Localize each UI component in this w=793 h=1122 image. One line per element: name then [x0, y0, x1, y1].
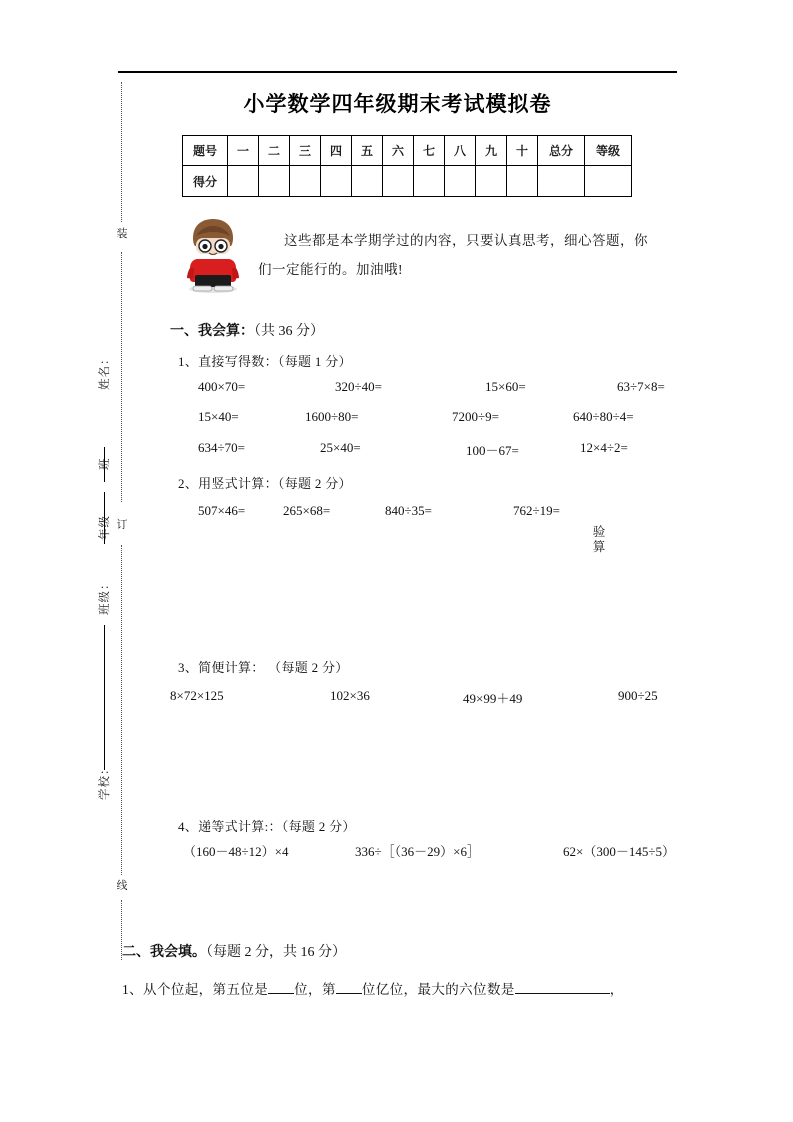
score-cell[interactable] — [228, 166, 259, 197]
problem: 634÷70= — [198, 440, 245, 455]
problem: 15×40= — [198, 409, 239, 424]
score-cell[interactable] — [321, 166, 352, 197]
greeting-line-2: 们一定能行的。加油哦! — [258, 262, 403, 277]
section-1-title: 一、我会算： — [170, 323, 254, 339]
problem: 25×40= — [320, 440, 361, 455]
score-cell[interactable] — [476, 166, 507, 197]
problem: 336÷［（36－29）×6］ — [355, 844, 480, 859]
answer-blank[interactable] — [515, 993, 610, 994]
score-table-header-cell: 一 — [228, 136, 259, 166]
group-1-4-label: 4、递等式计算:：（每题 2 分） — [178, 819, 356, 834]
score-table — [182, 135, 632, 197]
score-table-header-cell: 二 — [259, 136, 290, 166]
problem: 320÷40= — [335, 379, 382, 394]
field-label-ban: 班 — [99, 457, 111, 470]
binding-dotted-line-2 — [121, 252, 122, 502]
problem: 7200÷9= — [452, 409, 499, 424]
vertical-calc-row — [0, 503, 560, 525]
problem: 1600÷80= — [305, 409, 359, 424]
field-label-class: 班级： — [99, 577, 111, 615]
score-table-header-cell: 七 — [414, 136, 445, 166]
binding-mark-ding: 订 — [116, 519, 128, 531]
problem: 900÷25 — [618, 688, 658, 703]
problem: 63÷7×8= — [617, 379, 665, 394]
problem: 265×68= — [283, 503, 331, 518]
problem: 62×（300－145÷5） — [563, 844, 675, 859]
score-table-header-cell: 三 — [290, 136, 321, 166]
score-cell[interactable] — [445, 166, 476, 197]
binding-dotted-line-3 — [121, 545, 122, 875]
problem: 640÷80÷4= — [573, 409, 634, 424]
score-cell[interactable] — [290, 166, 321, 197]
stepwise-calc-row — [0, 841, 675, 863]
question-2-1-suffix: ， — [609, 982, 624, 997]
group-1-2-label: 2、用竖式计算：（每题 2 分） — [178, 476, 352, 491]
binding-mark-zhuang: 装 — [116, 228, 128, 240]
score-table-header-cell: 八 — [445, 136, 476, 166]
mental-math-row — [0, 379, 665, 401]
score-table-header-cell: 总分 — [538, 136, 585, 166]
score-cell[interactable] — [383, 166, 414, 197]
section-2-title: 二、我会填。 — [122, 944, 206, 960]
problem: 49×99＋49 — [463, 691, 523, 706]
score-cell[interactable] — [585, 166, 632, 197]
score-cell[interactable] — [538, 166, 585, 197]
question-2-1 — [122, 978, 624, 998]
score-table-header-cell: 九 — [476, 136, 507, 166]
field-label-school: 学校： — [99, 762, 111, 800]
cartoon-boy-icon — [180, 214, 246, 294]
mental-math-row — [0, 440, 628, 462]
section-2-note: （每题 2 分，共 16 分） — [206, 945, 346, 960]
greeting-text — [258, 226, 678, 284]
score-table-row-label: 得分 — [183, 166, 228, 197]
score-cell[interactable] — [507, 166, 538, 197]
problem: 840÷35= — [385, 503, 432, 518]
binding-margin — [0, 0, 140, 1122]
binding-mark-xian: 线 — [116, 880, 128, 892]
score-table-header-cell: 五 — [352, 136, 383, 166]
greeting-line-1 — [258, 226, 678, 255]
score-table-value-row — [183, 166, 632, 197]
section-2-heading — [122, 941, 346, 961]
problem: 100－67= — [466, 443, 519, 458]
group-1-3-label: 3、简便计算： （每题 2 分） — [178, 660, 349, 675]
score-table-header-cell: 题号 — [183, 136, 228, 166]
simple-calc-row — [0, 688, 658, 710]
answer-blank[interactable] — [268, 993, 294, 994]
field-label-grade: 年级 — [99, 515, 111, 540]
section-1-note: （共 36 分） — [254, 324, 324, 339]
answer-blank[interactable] — [336, 993, 362, 994]
section-1-heading — [170, 320, 324, 340]
greeting-line-1-text: 这些都是本学期学过的内容，只要认真思考，细心答题，你 — [284, 233, 648, 248]
problem: 8×72×125 — [170, 688, 224, 703]
problem: 15×60= — [485, 379, 526, 394]
score-table-header-cell: 等级 — [585, 136, 632, 166]
score-cell[interactable] — [352, 166, 383, 197]
problem: 507×46= — [198, 503, 246, 518]
score-table-header-cell: 六 — [383, 136, 414, 166]
score-table-header-cell: 十 — [507, 136, 538, 166]
question-2-1-prefix: 1、从个位起，第五位是 — [122, 982, 269, 997]
group-1-1-label: 1、直接写得数：（每题 1 分） — [178, 354, 352, 369]
problem: （160－48÷12）×4 — [183, 844, 289, 859]
problem: 102×36 — [330, 688, 370, 703]
score-table-header-row — [183, 136, 632, 166]
field-label-name: 姓名： — [99, 352, 111, 390]
problem: 400×70= — [198, 379, 246, 394]
question-2-1-mid-2: 位亿位，最大的六位数是 — [361, 982, 515, 997]
score-cell[interactable] — [414, 166, 445, 197]
problem: 12×4÷2= — [580, 440, 628, 455]
question-2-1-mid-1: 位，第 — [294, 982, 336, 997]
verify-label: 验算 — [592, 525, 606, 554]
mental-math-row — [0, 409, 634, 431]
score-table-header-cell: 四 — [321, 136, 352, 166]
page-title: 小学数学四年级期末考试模拟卷 — [243, 92, 552, 116]
header-rule — [118, 71, 677, 73]
problem: 762÷19= — [513, 503, 560, 518]
score-cell[interactable] — [259, 166, 290, 197]
